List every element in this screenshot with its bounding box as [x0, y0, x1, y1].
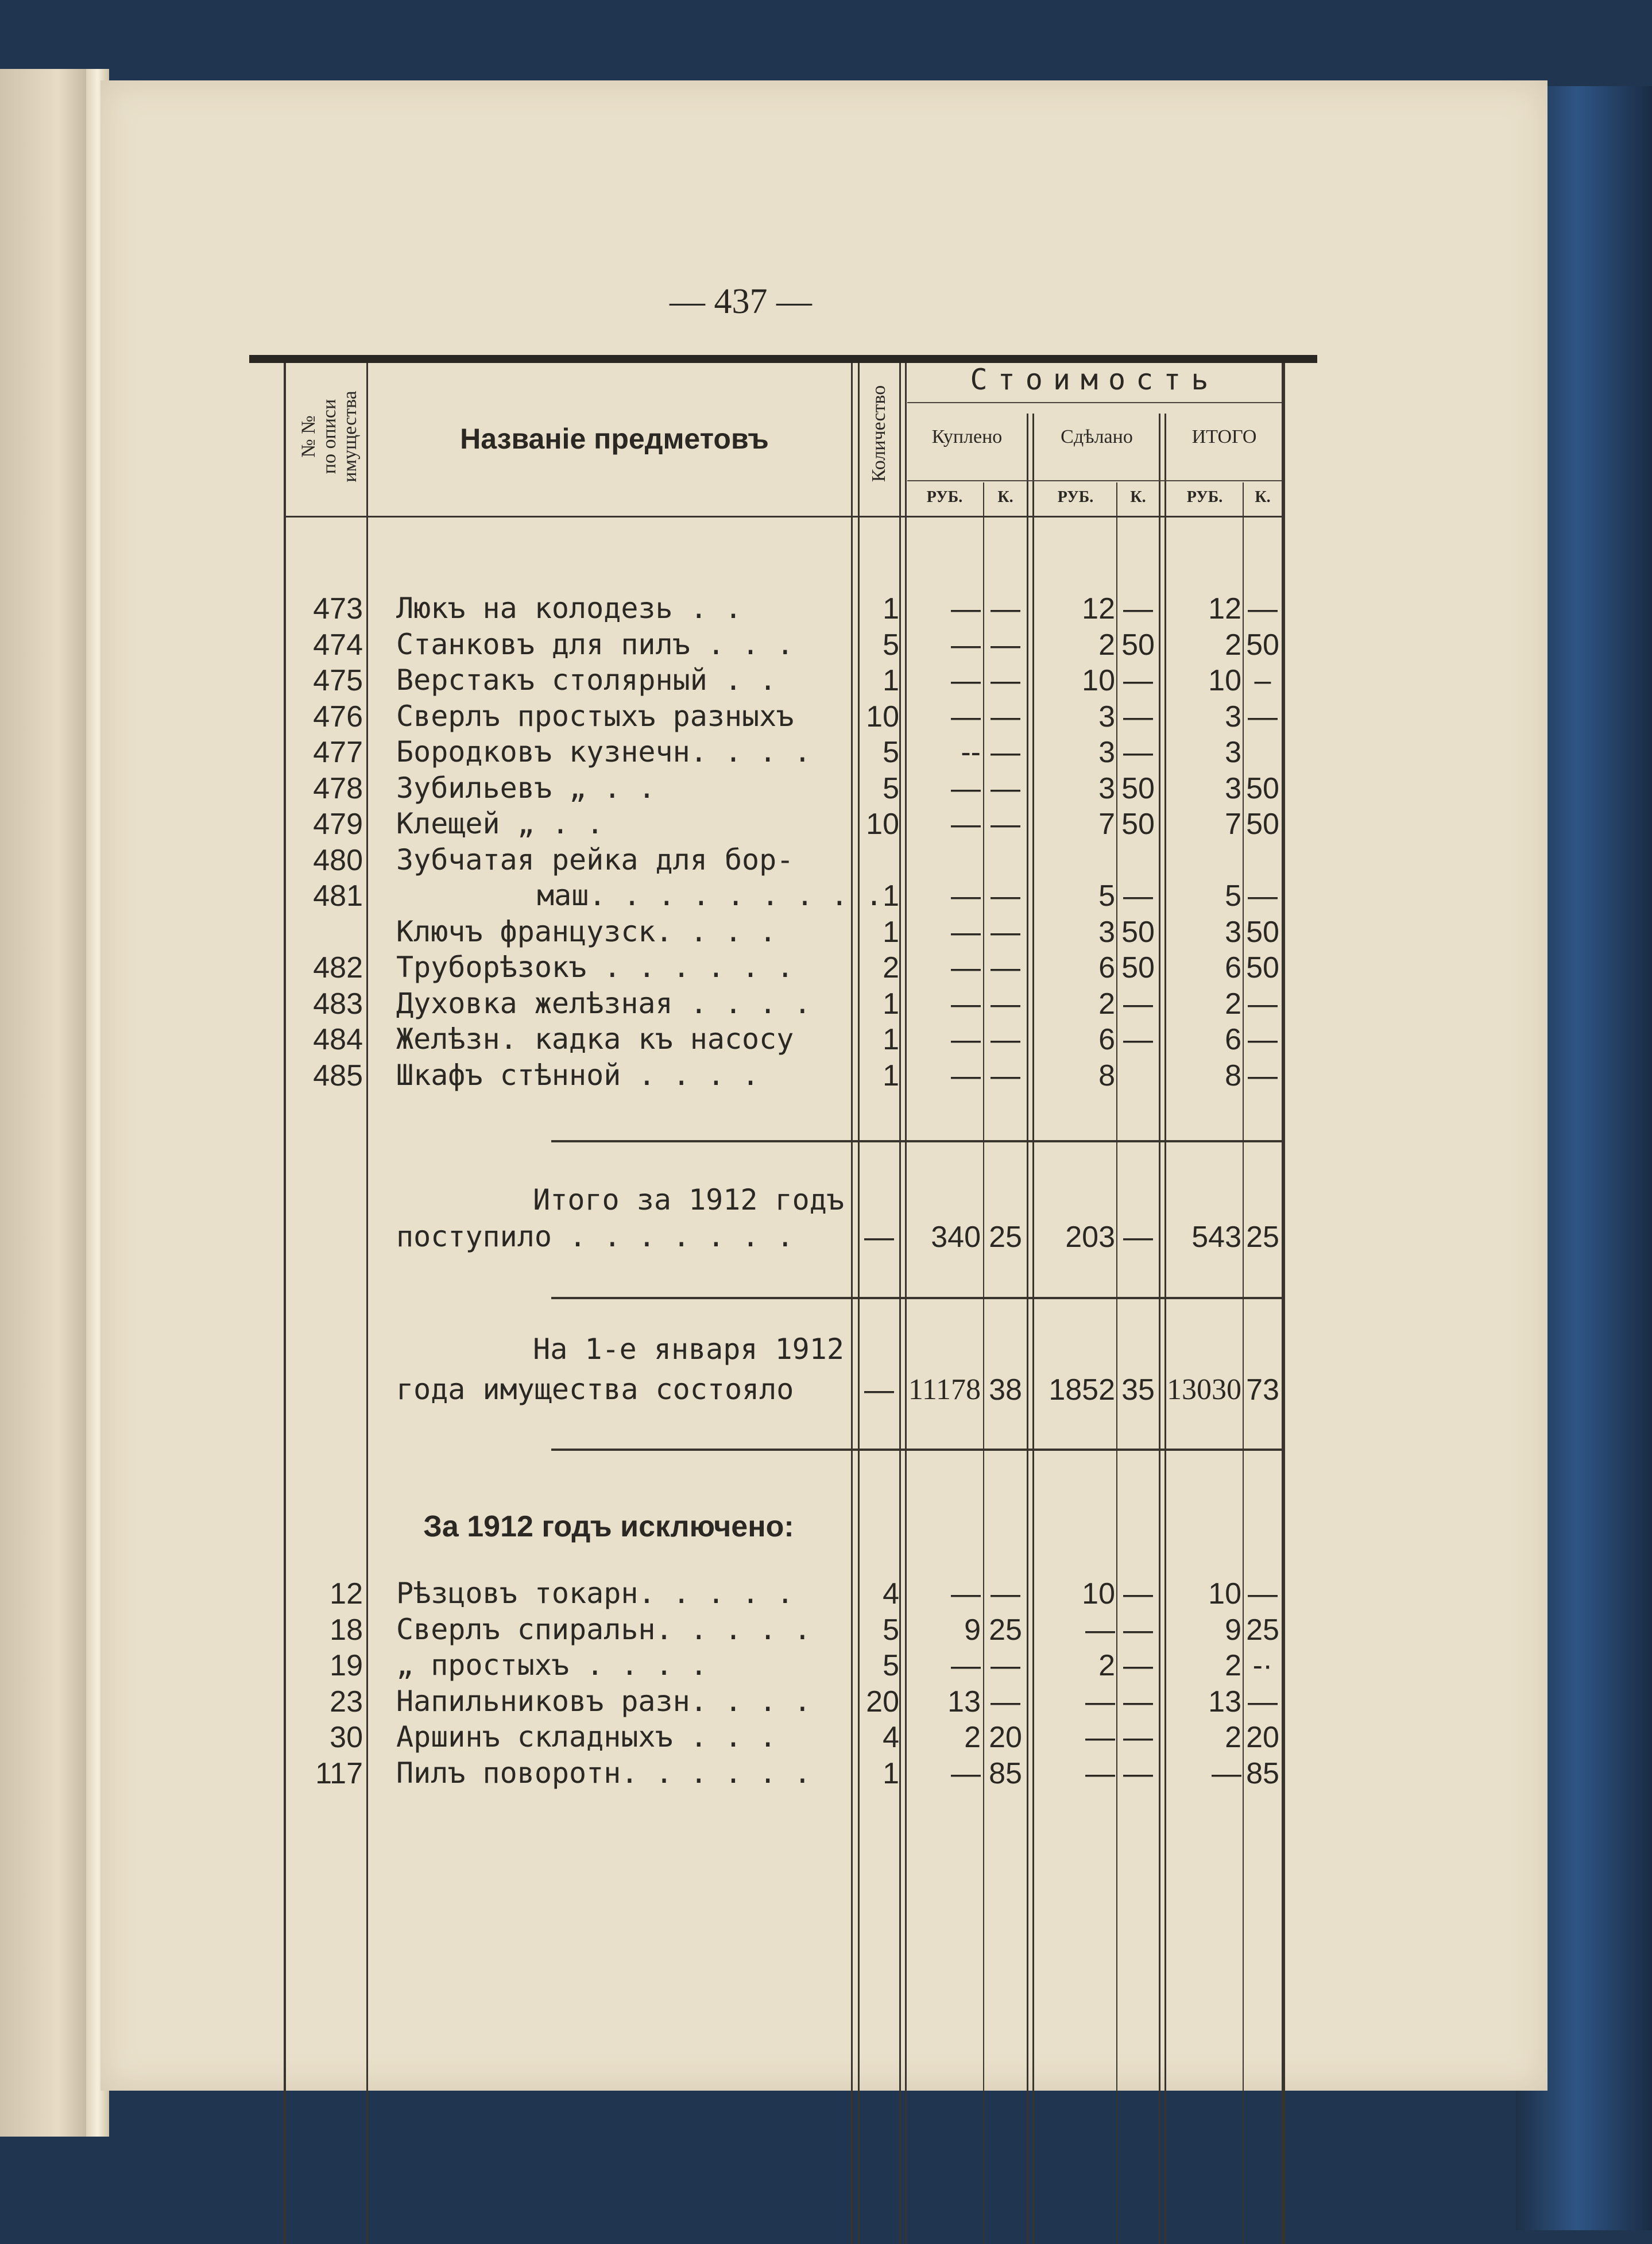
excluded-cell-br: —	[951, 1756, 981, 1790]
col-divider-bought-a	[1027, 414, 1028, 2244]
table-top-rule	[249, 355, 1317, 363]
inventory-cell-name: Духовка желѣзная . . . .	[396, 986, 811, 1020]
inventory-cell-name: Зубильевъ „ . .	[396, 771, 656, 805]
header-total-rub: РУБ.	[1186, 488, 1223, 506]
excluded-cell-tr: 2	[1225, 1649, 1241, 1682]
excluded-cell-mk: —	[1123, 1685, 1153, 1718]
inventory-cell-name: Шкафъ стѣнной . . . .	[396, 1058, 760, 1092]
inventory-cell-bk: —	[991, 1023, 1020, 1056]
inventory-cell-name: Станковъ для пилъ . . .	[396, 627, 794, 661]
inventory-cell-tk: 50	[1246, 951, 1279, 984]
total-state-made-kop: 35	[1121, 1373, 1155, 1407]
inventory-cell-mk: 50	[1121, 915, 1155, 949]
col-divider-qty-a	[899, 363, 901, 2244]
inventory-cell-no: 485	[313, 1059, 363, 1092]
col-divider-qty-b	[905, 363, 907, 2244]
total-state-total-kop: 73	[1246, 1373, 1279, 1407]
excluded-cell-tk: —	[1248, 1577, 1278, 1610]
inventory-cell-mr: 3	[1098, 700, 1115, 733]
inventory-cell-qty: 5	[883, 628, 899, 662]
inventory-cell-tr: 5	[1225, 879, 1241, 913]
excluded-cell-tr: —	[1212, 1756, 1241, 1790]
inventory-cell-mk: —	[1123, 879, 1153, 913]
header-total: ИТОГО	[1191, 426, 1257, 447]
excluded-cell-mk: —	[1123, 1756, 1153, 1790]
inventory-cell-tk: 50	[1246, 915, 1279, 949]
inventory-cell-name: Сверлъ простыхъ разныхъ	[396, 699, 794, 733]
inventory-cell-tk: –	[1254, 664, 1271, 697]
excluded-cell-br: 9	[964, 1613, 981, 1647]
excluded-cell-tr: 9	[1225, 1613, 1241, 1647]
inventory-cell-no: 480	[313, 843, 363, 877]
inventory-cell-tk: 50	[1246, 628, 1279, 662]
inventory-cell-bk: —	[991, 628, 1020, 662]
inventory-cell-br: —	[951, 987, 981, 1021]
header-made: Сдѣлано	[1061, 426, 1133, 447]
inventory-cell-mr: 3	[1098, 736, 1115, 769]
header-col-name: Названiе предметовъ	[460, 423, 769, 455]
header-made-kop: К.	[1130, 488, 1146, 506]
excluded-cell-bk: 20	[989, 1721, 1022, 1754]
inventory-cell-tk: 50	[1246, 808, 1279, 841]
inventory-cell-no: 484	[313, 1023, 363, 1056]
inventory-cell-bk: —	[991, 951, 1020, 984]
inventory-cell-tr: 3	[1225, 771, 1241, 805]
inventory-cell-no: 477	[313, 736, 363, 769]
inventory-cell-bk: —	[991, 915, 1020, 949]
header-bottom-rule	[284, 516, 1285, 517]
inventory-cell-qty: 1	[883, 879, 899, 913]
excluded-cell-mk: —	[1123, 1577, 1153, 1610]
total-state-bought-rub: 11178	[908, 1373, 981, 1406]
excluded-cell-tk: —	[1248, 1685, 1278, 1718]
inventory-cell-br: —	[951, 915, 981, 949]
excluded-cell-no: 30	[330, 1721, 363, 1754]
col-divider-bought-b	[1032, 414, 1034, 2244]
excluded-section-title: За 1912 годъ исключено:	[423, 1510, 794, 1543]
total-received-line1: Итого за 1912 годъ	[533, 1183, 844, 1216]
total-state-line1: На 1-е января 1912	[533, 1333, 844, 1366]
total-received-bought-kop: 25	[989, 1221, 1022, 1254]
total-state-bought-kop: 38	[989, 1373, 1022, 1407]
inventory-cell-tr: 3	[1225, 915, 1241, 949]
total-received-total-kop: 25	[1246, 1221, 1279, 1254]
inventory-cell-qty: 5	[883, 771, 899, 805]
total-received-line2: поступило . . . . . . .	[396, 1220, 794, 1253]
excluded-cell-bk: 25	[989, 1613, 1022, 1647]
total-received-qty: —	[864, 1221, 894, 1254]
inventory-cell-bk: —	[991, 664, 1020, 697]
inventory-cell-mr: 3	[1098, 915, 1115, 949]
inventory-cell-tk: —	[1248, 700, 1278, 733]
excluded-cell-mk: —	[1123, 1649, 1153, 1682]
excluded-cell-mr: —	[1085, 1721, 1115, 1754]
inventory-cell-br: —	[951, 664, 981, 697]
excluded-cell-br: 13	[947, 1685, 981, 1718]
excluded-cell-qty: 1	[883, 1756, 899, 1790]
excluded-cell-qty: 4	[883, 1577, 899, 1610]
inventory-cell-mr: 6	[1098, 1023, 1115, 1056]
inventory-cell-tr: 6	[1225, 951, 1241, 984]
excluded-cell-tk: 25	[1246, 1613, 1279, 1647]
inventory-cell-name: Люкъ на колодезь . .	[396, 592, 742, 625]
excluded-cell-mk: —	[1123, 1721, 1153, 1754]
inventory-cell-qty: 1	[883, 915, 899, 949]
total-received-made-rub: 203	[1065, 1221, 1115, 1254]
header-bought-rub: РУБ.	[926, 488, 963, 506]
inventory-cell-mr: 8	[1098, 1059, 1115, 1092]
inventory-cell-mk: 50	[1121, 951, 1155, 984]
page-number: — 437 —	[670, 282, 812, 321]
excluded-cell-mk: —	[1123, 1613, 1153, 1647]
excluded-cell-bk: 85	[989, 1756, 1022, 1790]
inventory-cell-mr: 5	[1098, 879, 1115, 913]
inventory-cell-br: —	[951, 1023, 981, 1056]
excluded-cell-name: Рѣзцовъ токарн. . . . .	[396, 1577, 794, 1610]
inventory-cell-br: —	[951, 700, 981, 733]
excluded-cell-name: Пилъ поворотн. . . . . .	[396, 1756, 811, 1790]
inventory-cell-tr: 12	[1208, 592, 1241, 625]
header-bought: Куплено	[931, 426, 1003, 447]
inventory-cell-bk: —	[991, 879, 1020, 913]
inventory-cell-bk: —	[991, 987, 1020, 1021]
inventory-cell-mk: —	[1123, 592, 1153, 625]
excluded-cell-bk: —	[991, 1649, 1020, 1682]
inventory-cell-name: Верстакъ столярный . .	[396, 663, 777, 697]
inventory-cell-qty: 10	[866, 700, 899, 733]
totals-rule-3	[551, 1449, 1285, 1451]
inventory-cell-bk: —	[991, 1059, 1020, 1092]
excluded-cell-tk: -·	[1252, 1649, 1273, 1682]
inventory-cell-mr: 3	[1098, 771, 1115, 805]
excluded-cell-br: —	[951, 1649, 981, 1682]
inventory-cell-br: —	[951, 808, 981, 841]
excluded-cell-no: 18	[330, 1613, 363, 1647]
inventory-cell-tr: 3	[1225, 736, 1241, 769]
inventory-cell-mr: 12	[1082, 592, 1115, 625]
inventory-cell-name: Труборѣзокъ . . . . . .	[396, 951, 794, 984]
col-divider-made-a	[1159, 414, 1160, 2244]
inventory-cell-no: 479	[313, 808, 363, 841]
excluded-cell-no: 19	[330, 1649, 363, 1682]
inventory-cell-mr: 10	[1082, 664, 1115, 697]
excluded-cell-mr: —	[1085, 1756, 1115, 1790]
inventory-cell-mk: —	[1123, 664, 1153, 697]
inventory-cell-mk: 50	[1121, 808, 1155, 841]
excluded-cell-no: 117	[315, 1756, 363, 1790]
excluded-cell-mr: 2	[1098, 1649, 1115, 1682]
excluded-cell-qty: 5	[883, 1613, 899, 1647]
inventory-cell-tk: —	[1248, 879, 1278, 913]
total-received-made-kop: —	[1123, 1221, 1153, 1254]
excluded-cell-qty: 4	[883, 1721, 899, 1754]
excluded-cell-tr: 2	[1225, 1721, 1241, 1754]
inventory-cell-br: —	[951, 1059, 981, 1092]
excluded-cell-no: 23	[330, 1685, 363, 1718]
inventory-cell-mk: 50	[1121, 771, 1155, 805]
header-cost: Стоимость	[970, 363, 1219, 396]
excluded-cell-name: Напильниковъ разн. . . .	[396, 1684, 811, 1718]
inventory-cell-name: Ключъ французск. . . .	[396, 914, 777, 948]
inventory-cell-tk: 50	[1246, 771, 1279, 805]
excluded-cell-br: 2	[964, 1721, 981, 1754]
excluded-cell-tk: 20	[1246, 1721, 1279, 1754]
inventory-cell-no: 483	[313, 987, 363, 1021]
inventory-cell-no: 476	[313, 700, 363, 733]
inventory-cell-br: --	[961, 736, 981, 769]
inventory-cell-name: Бородковъ кузнечн. . . .	[396, 735, 811, 768]
excluded-cell-no: 12	[330, 1577, 363, 1610]
col-divider-total-kop	[1243, 482, 1244, 2244]
totals-rule-1	[551, 1140, 1285, 1142]
inventory-cell-tr: 6	[1225, 1023, 1241, 1056]
inventory-cell-no: 475	[313, 664, 363, 697]
excluded-cell-mr: 10	[1082, 1577, 1115, 1610]
inventory-cell-br: —	[951, 628, 981, 662]
total-state-line2: года имущества состояло	[396, 1373, 794, 1406]
inventory-cell-tk: —	[1248, 592, 1278, 625]
inventory-cell-br: —	[951, 592, 981, 625]
inventory-cell-qty: 10	[866, 808, 899, 841]
excluded-cell-tr: 10	[1208, 1577, 1241, 1610]
inventory-cell-tr: 2	[1225, 628, 1241, 662]
inventory-cell-tr: 2	[1225, 987, 1241, 1021]
col-divider-no	[366, 363, 368, 2244]
table-right-border	[1282, 363, 1285, 2244]
excluded-cell-mr: —	[1085, 1685, 1115, 1718]
header-col-qty: Количество	[868, 385, 889, 482]
excluded-cell-mr: —	[1085, 1613, 1115, 1647]
total-state-total-rub: 13030	[1167, 1373, 1241, 1406]
excluded-cell-qty: 5	[883, 1649, 899, 1682]
total-received-total-rub: 543	[1191, 1221, 1241, 1254]
inventory-cell-name: маш. . . . . . . . .	[537, 879, 883, 912]
inventory-cell-qty: 2	[883, 951, 899, 984]
inventory-cell-mk: —	[1123, 736, 1153, 769]
inventory-cell-mr: 2	[1098, 628, 1115, 662]
excluded-cell-bk: —	[991, 1577, 1020, 1610]
inventory-cell-mr: 7	[1098, 808, 1115, 841]
inventory-cell-mr: 6	[1098, 951, 1115, 984]
inventory-cell-tr: 3	[1225, 700, 1241, 733]
inventory-cell-bk: —	[991, 771, 1020, 805]
inventory-cell-no: 482	[313, 951, 363, 984]
total-received-bought-rub: 340	[931, 1221, 981, 1254]
inventory-cell-name: Клещей „ . .	[396, 807, 604, 840]
inventory-cell-br: —	[951, 951, 981, 984]
header-total-kop: К.	[1255, 488, 1271, 506]
inventory-cell-mk: 50	[1121, 628, 1155, 662]
inventory-cell-bk: —	[991, 808, 1020, 841]
col-divider-made-b	[1164, 414, 1166, 2244]
inventory-cell-qty: 1	[883, 592, 899, 625]
total-state-qty: —	[864, 1373, 894, 1407]
totals-rule-2	[551, 1297, 1285, 1299]
inventory-cell-qty: 1	[883, 664, 899, 697]
excluded-cell-name: „ простыхъ . . . .	[396, 1648, 707, 1682]
inventory-cell-bk: —	[991, 736, 1020, 769]
inventory-cell-qty: 1	[883, 1059, 899, 1092]
header-made-rub: РУБ.	[1057, 488, 1094, 506]
inventory-cell-mk: —	[1123, 700, 1153, 733]
inventory-cell-bk: —	[991, 592, 1020, 625]
inventory-cell-tr: 10	[1208, 664, 1241, 697]
inventory-cell-mr: 2	[1098, 987, 1115, 1021]
excluded-cell-name: Аршинъ складныхъ . . .	[396, 1720, 777, 1754]
table-left-border	[284, 363, 286, 2244]
excluded-cell-name: Сверлъ спиральн. . . . .	[396, 1612, 811, 1646]
unit-header-rule	[907, 480, 1282, 481]
inventory-cell-mk: —	[1123, 1023, 1153, 1056]
excluded-cell-bk: —	[991, 1685, 1020, 1718]
inventory-cell-tr: 8	[1225, 1059, 1241, 1092]
inventory-cell-qty: 5	[883, 736, 899, 769]
header-col-no: № № по описи имущества	[298, 391, 361, 482]
header-bought-kop: К.	[997, 488, 1013, 506]
left-page-edge	[0, 69, 98, 2137]
excluded-cell-tk: 85	[1246, 1756, 1279, 1790]
inventory-cell-no: 478	[313, 771, 363, 805]
inventory-cell-tk: —	[1248, 1023, 1278, 1056]
total-state-made-rub: 1852	[1049, 1373, 1115, 1407]
inventory-cell-tk: —	[1248, 987, 1278, 1021]
inventory-cell-no: 473	[313, 592, 363, 625]
inventory-cell-tk: —	[1248, 1059, 1278, 1092]
inventory-cell-no: 481	[313, 879, 363, 913]
inventory-cell-bk: —	[991, 700, 1020, 733]
inventory-cell-qty: 1	[883, 987, 899, 1021]
excluded-cell-qty: 20	[866, 1685, 899, 1718]
cost-header-rule	[907, 402, 1282, 403]
excluded-cell-br: —	[951, 1577, 981, 1610]
inventory-cell-qty: 1	[883, 1023, 899, 1056]
inventory-cell-br: —	[951, 879, 981, 913]
inventory-cell-name: Желѣзн. кадка къ насосу	[396, 1022, 794, 1056]
inventory-cell-name: Зубчатая рейка для бор-	[396, 843, 794, 876]
inventory-cell-br: —	[951, 771, 981, 805]
inventory-cell-mk: —	[1123, 987, 1153, 1021]
inventory-cell-no: 474	[313, 628, 363, 662]
excluded-cell-tr: 13	[1208, 1685, 1241, 1718]
inventory-cell-tr: 7	[1225, 808, 1241, 841]
